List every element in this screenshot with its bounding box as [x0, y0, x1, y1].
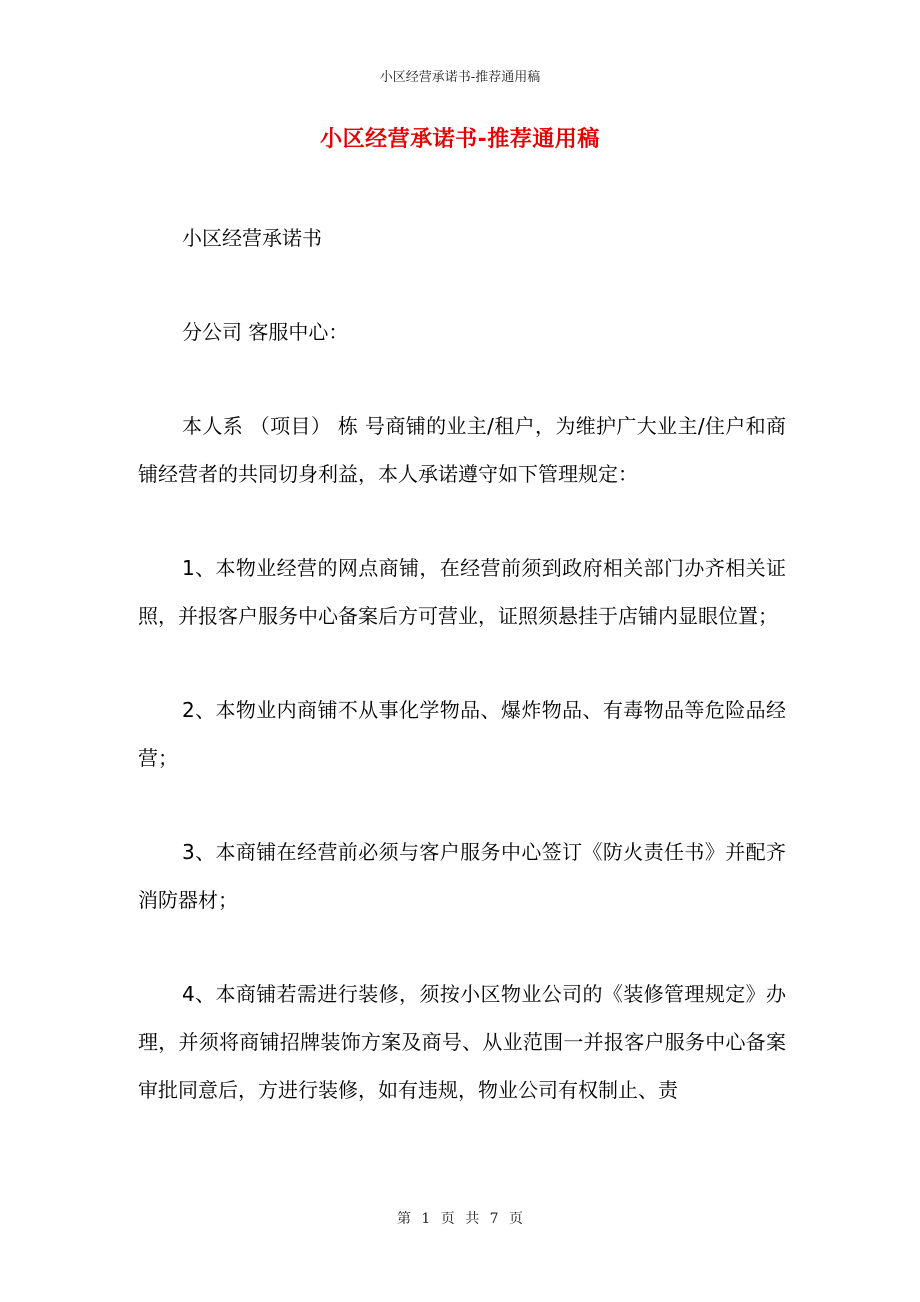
- paragraph-item-4: 4、本商铺若需进行装修，须按小区物业公司的《装修管理规定》办理，并须将商铺招牌装饰方案及商号、从业范围一并报客户服务中心备案审批同意后，方进行装修，如有违规，物业公司有权制止、责: [138, 982, 786, 1102]
- paragraph-heading: 小区经营承诺书: [182, 226, 322, 250]
- document-title: 小区经营承诺书-推荐通用稿: [320, 127, 600, 152]
- paragraph-intro: 本人系 （项目） 栋 号商铺的业主/租户，为维护广大业主/住户和商铺经营者的共同切身利益，本人承诺遵守如下管理规定：: [138, 414, 786, 486]
- paragraph-item-3: 3、本商铺在经营前必须与客户服务中心签订《防火责任书》并配齐消防器材；: [138, 840, 786, 912]
- running-header: 小区经营承诺书-推荐通用稿: [379, 70, 541, 85]
- paragraph-item-2: 2、本物业内商铺不从事化学物品、爆炸物品、有毒物品等危险品经营；: [138, 698, 786, 770]
- document-body: [138, 214, 786, 1160]
- page-number-footer: 第 1 页 共 7 页: [396, 1211, 524, 1227]
- paragraph-item-1: 1、本物业经营的网点商铺，在经营前须到政府相关部门办齐相关证照，并报客户服务中心备案后方可营业，证照须悬挂于店铺内显眼位置；: [138, 556, 786, 628]
- paragraph-salutation: 分公司 客服中心：: [182, 320, 349, 344]
